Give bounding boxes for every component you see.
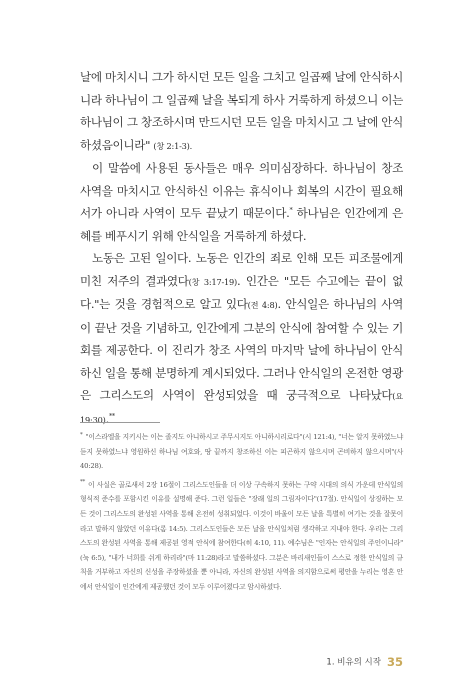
footnote-2 (80, 478, 403, 595)
paragraph-1-text: 날에 마치시니 그가 하시던 모든 일을 그치고 일곱째 날에 안식하시니라 하나님이 그 일곱째 날을 복되게 하사 거룩하게 하셨으니 이는 하나님이 그 창조하시며 만드시던 모든 일을 마치시고 그 날에 안식하셨음이니라" (80, 70, 403, 152)
paragraph-2-text-cont: 하나님은 인간에게 은혜를 베푸시기 위해 안식일을 거룩하게 하셨다. (80, 206, 403, 243)
scripture-ref: (전 4:8) (247, 300, 278, 310)
main-text (80, 66, 403, 431)
paragraph-3 (80, 247, 403, 431)
footnote-1-mark: * (80, 431, 83, 438)
paragraph-2 (80, 157, 403, 247)
footnotes (80, 430, 403, 599)
chapter-title: 1. 비유의 시작 (326, 657, 381, 668)
paragraph-1 (80, 66, 403, 157)
paragraph-3-text-end: . (105, 411, 109, 426)
footnote-2-text: 이 사실은 골로새서 2장 16절이 그리스도인들을 더 이상 구속하지 못하는 구약 시대의 의식 가운데 안식일의 형식적 준수를 포함시킨 이유를 설명해 준다. 그런 일들은 "장래 일의 그림자이다"(17절). 안식일이 상징하는 모든 것이 그리스도의 완성된 사역을 통해 온전히 성취되었다. 이것이 바울이 모든 날을 특별히 여기는 것을 잘못이라고 말하지 않았던 이유다(롬 14:5). 그리스도인들은 모든 날을 안식일처럼 생각하고 지내야 한다. 우리는 그리스도의 완성된 사역을 통해 제공된 영적 안식에 참여한다(히 4:10, 11). 예수님은 "인자는 안식일의 주인이니라"(눅 6:5), "내가 너희를 쉬게 하리라"(마 11:28)라고 말씀하셨다. 그분은 바리새인들이 스스로 정한 안식일의 규칙을 거부하고 자신의 신성을 주장하셨을 뿐 아니라, 자신의 완성된 사역을 의지함으로써 평안을 누리는 영혼 안에서 안식일이 인간에게 제공했던 것이 모두 이루어졌다고 암시하셨다. (80, 480, 403, 591)
paragraph-3-text-cont: . 안식일은 하나님의 사역이 끝난 것을 기념하고, 인간에게 그분의 안식에 참여할 수 있는 기회를 제공한다. 이 진리가 창조 사역의 마지막 날에 하나님이 안식하신 일을 통해 분명하게 계시되었다. 그러나 안식일의 온전한 영광은 그리스도의 사역이 완성되었을 때 궁극적으로 나타났다 (80, 297, 403, 402)
footnote-divider (80, 422, 160, 423)
footnote-marker: ** (108, 411, 115, 420)
footnote-2-mark: ** (80, 479, 85, 486)
scripture-ref: (요 19:30) (80, 391, 403, 425)
paragraph-3-text-cont: . 인간은 "모든 수고에는 끝이 없다."는 것을 경험적으로 알고 있다 (80, 273, 403, 311)
paragraph-2-text: 이 말씀에 사용된 동사들은 매우 의미심장하다. 하나님이 창조 사역을 마치시고 안식하신 이유는 휴식이나 회복의 시간이 필요해서가 아니라 사역이 모두 끝났기 때문이다. (80, 161, 403, 220)
footnote-marker: * (289, 206, 293, 215)
page-number: 35 (386, 654, 403, 669)
page-footer (260, 651, 403, 670)
footnote-1-text: "이스라엘을 지키시는 이는 졸지도 아니하시고 주무시지도 아니하시리로다"(시 121:4), "너는 알지 못하였느냐 듣지 못하였느냐 영원하신 하나님 여호와, 땅 끝까지 창조하신 이는 피곤하지 않으시며 곤비하지 않으시며"(사 40:28). (80, 433, 403, 471)
paragraph-3-text: 노동은 고된 일이다. 노동은 인간의 죄로 인해 모든 피조물에게 미친 저주의 결과였다 (80, 251, 403, 288)
scripture-ref: (창 2:1-3). (153, 140, 193, 151)
footnote-1 (80, 430, 403, 474)
scripture-ref: (창 3:17-19) (188, 276, 238, 287)
